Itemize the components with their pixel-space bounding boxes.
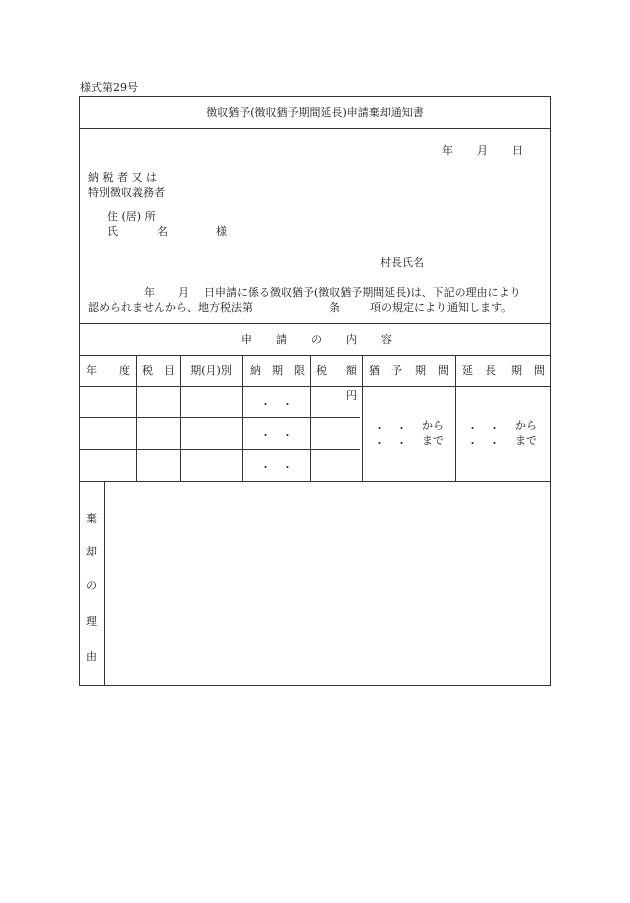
grace-from-label: から	[422, 419, 444, 432]
reason-label-char: の	[86, 579, 97, 592]
rule	[80, 323, 550, 324]
date-day: 日	[512, 144, 523, 157]
rule	[80, 128, 550, 129]
rule	[310, 355, 311, 481]
section-header-char: 内	[346, 333, 357, 346]
rule	[80, 355, 550, 356]
body-year: 年	[144, 286, 155, 299]
rule	[362, 355, 363, 481]
recipient-line1: 納 税 者 又 は	[88, 171, 157, 184]
body-article: 条	[329, 301, 340, 314]
col-grace: 期	[415, 364, 426, 377]
col-year: 度	[119, 364, 130, 377]
col-due: 期	[272, 364, 283, 377]
section-header-char: 申	[241, 333, 252, 346]
col-grace: 猶	[369, 364, 380, 377]
issuer-name: 村長氏名	[380, 256, 424, 269]
due-date-row2: ・ ・	[260, 429, 293, 442]
document-title: 徴収猶予(徴収猶予期間延長)申請棄却通知書	[206, 106, 424, 119]
col-amount: 額	[346, 364, 357, 377]
col-amount: 税	[316, 364, 327, 377]
extension-from-label: から	[515, 419, 537, 432]
reason-label-char: 由	[86, 650, 97, 663]
col-due: 納	[250, 364, 261, 377]
rule	[136, 355, 137, 481]
col-extension: 期	[511, 364, 522, 377]
col-grace: 間	[438, 364, 449, 377]
due-date-row3: ・ ・	[260, 461, 293, 474]
rule	[80, 481, 550, 482]
rule	[455, 355, 456, 481]
reason-label-char: 棄	[86, 512, 97, 525]
body-line2-a: 認められませんから、地方税法第	[88, 301, 253, 314]
date-month: 月	[477, 144, 488, 157]
yen-unit: 円	[346, 389, 357, 402]
body-line2-c: 項の規定により通知します。	[370, 301, 513, 314]
col-tax-item: 目	[164, 364, 175, 377]
section-header-char: 請	[276, 333, 287, 346]
reason-label-char: 却	[86, 545, 97, 558]
due-date-row1: ・ ・	[260, 398, 293, 411]
rule	[80, 417, 360, 418]
body-line1: 日申請に係る徴収猶予(徴収猶予期間延長)は、下記の理由により	[204, 286, 521, 299]
rule	[242, 355, 243, 481]
extension-to-label: まで	[515, 434, 537, 447]
body-month: 月	[178, 286, 189, 299]
section-header-char: の	[311, 333, 322, 346]
name-label: 氏	[107, 225, 118, 238]
rule	[80, 449, 360, 450]
section-header-char: 容	[381, 333, 392, 346]
col-extension: 長	[485, 364, 496, 377]
rule	[80, 386, 550, 387]
grace-from-date: ・ ・	[374, 422, 407, 435]
recipient-line2: 特別徴収義務者	[88, 186, 165, 199]
form-number: 様式第29号	[80, 81, 138, 94]
reason-label-char: 理	[86, 615, 97, 628]
notice-form	[79, 96, 551, 686]
col-year: 年	[86, 364, 97, 377]
extension-to-date: ・ ・	[467, 437, 500, 450]
date-year: 年	[442, 144, 453, 157]
address-label: 住 (居) 所	[107, 210, 156, 223]
col-extension: 延	[462, 364, 473, 377]
rule	[104, 481, 105, 686]
col-grace: 予	[391, 364, 402, 377]
extension-from-date: ・ ・	[467, 422, 500, 435]
grace-to-date: ・ ・	[374, 437, 407, 450]
honorific: 様	[216, 225, 227, 238]
grace-to-label: まで	[422, 434, 444, 447]
col-tax-item: 税	[142, 364, 153, 377]
col-due: 限	[294, 364, 305, 377]
name-label-2: 名	[157, 225, 168, 238]
col-extension: 間	[534, 364, 545, 377]
col-period: 期(月)別	[190, 364, 232, 377]
